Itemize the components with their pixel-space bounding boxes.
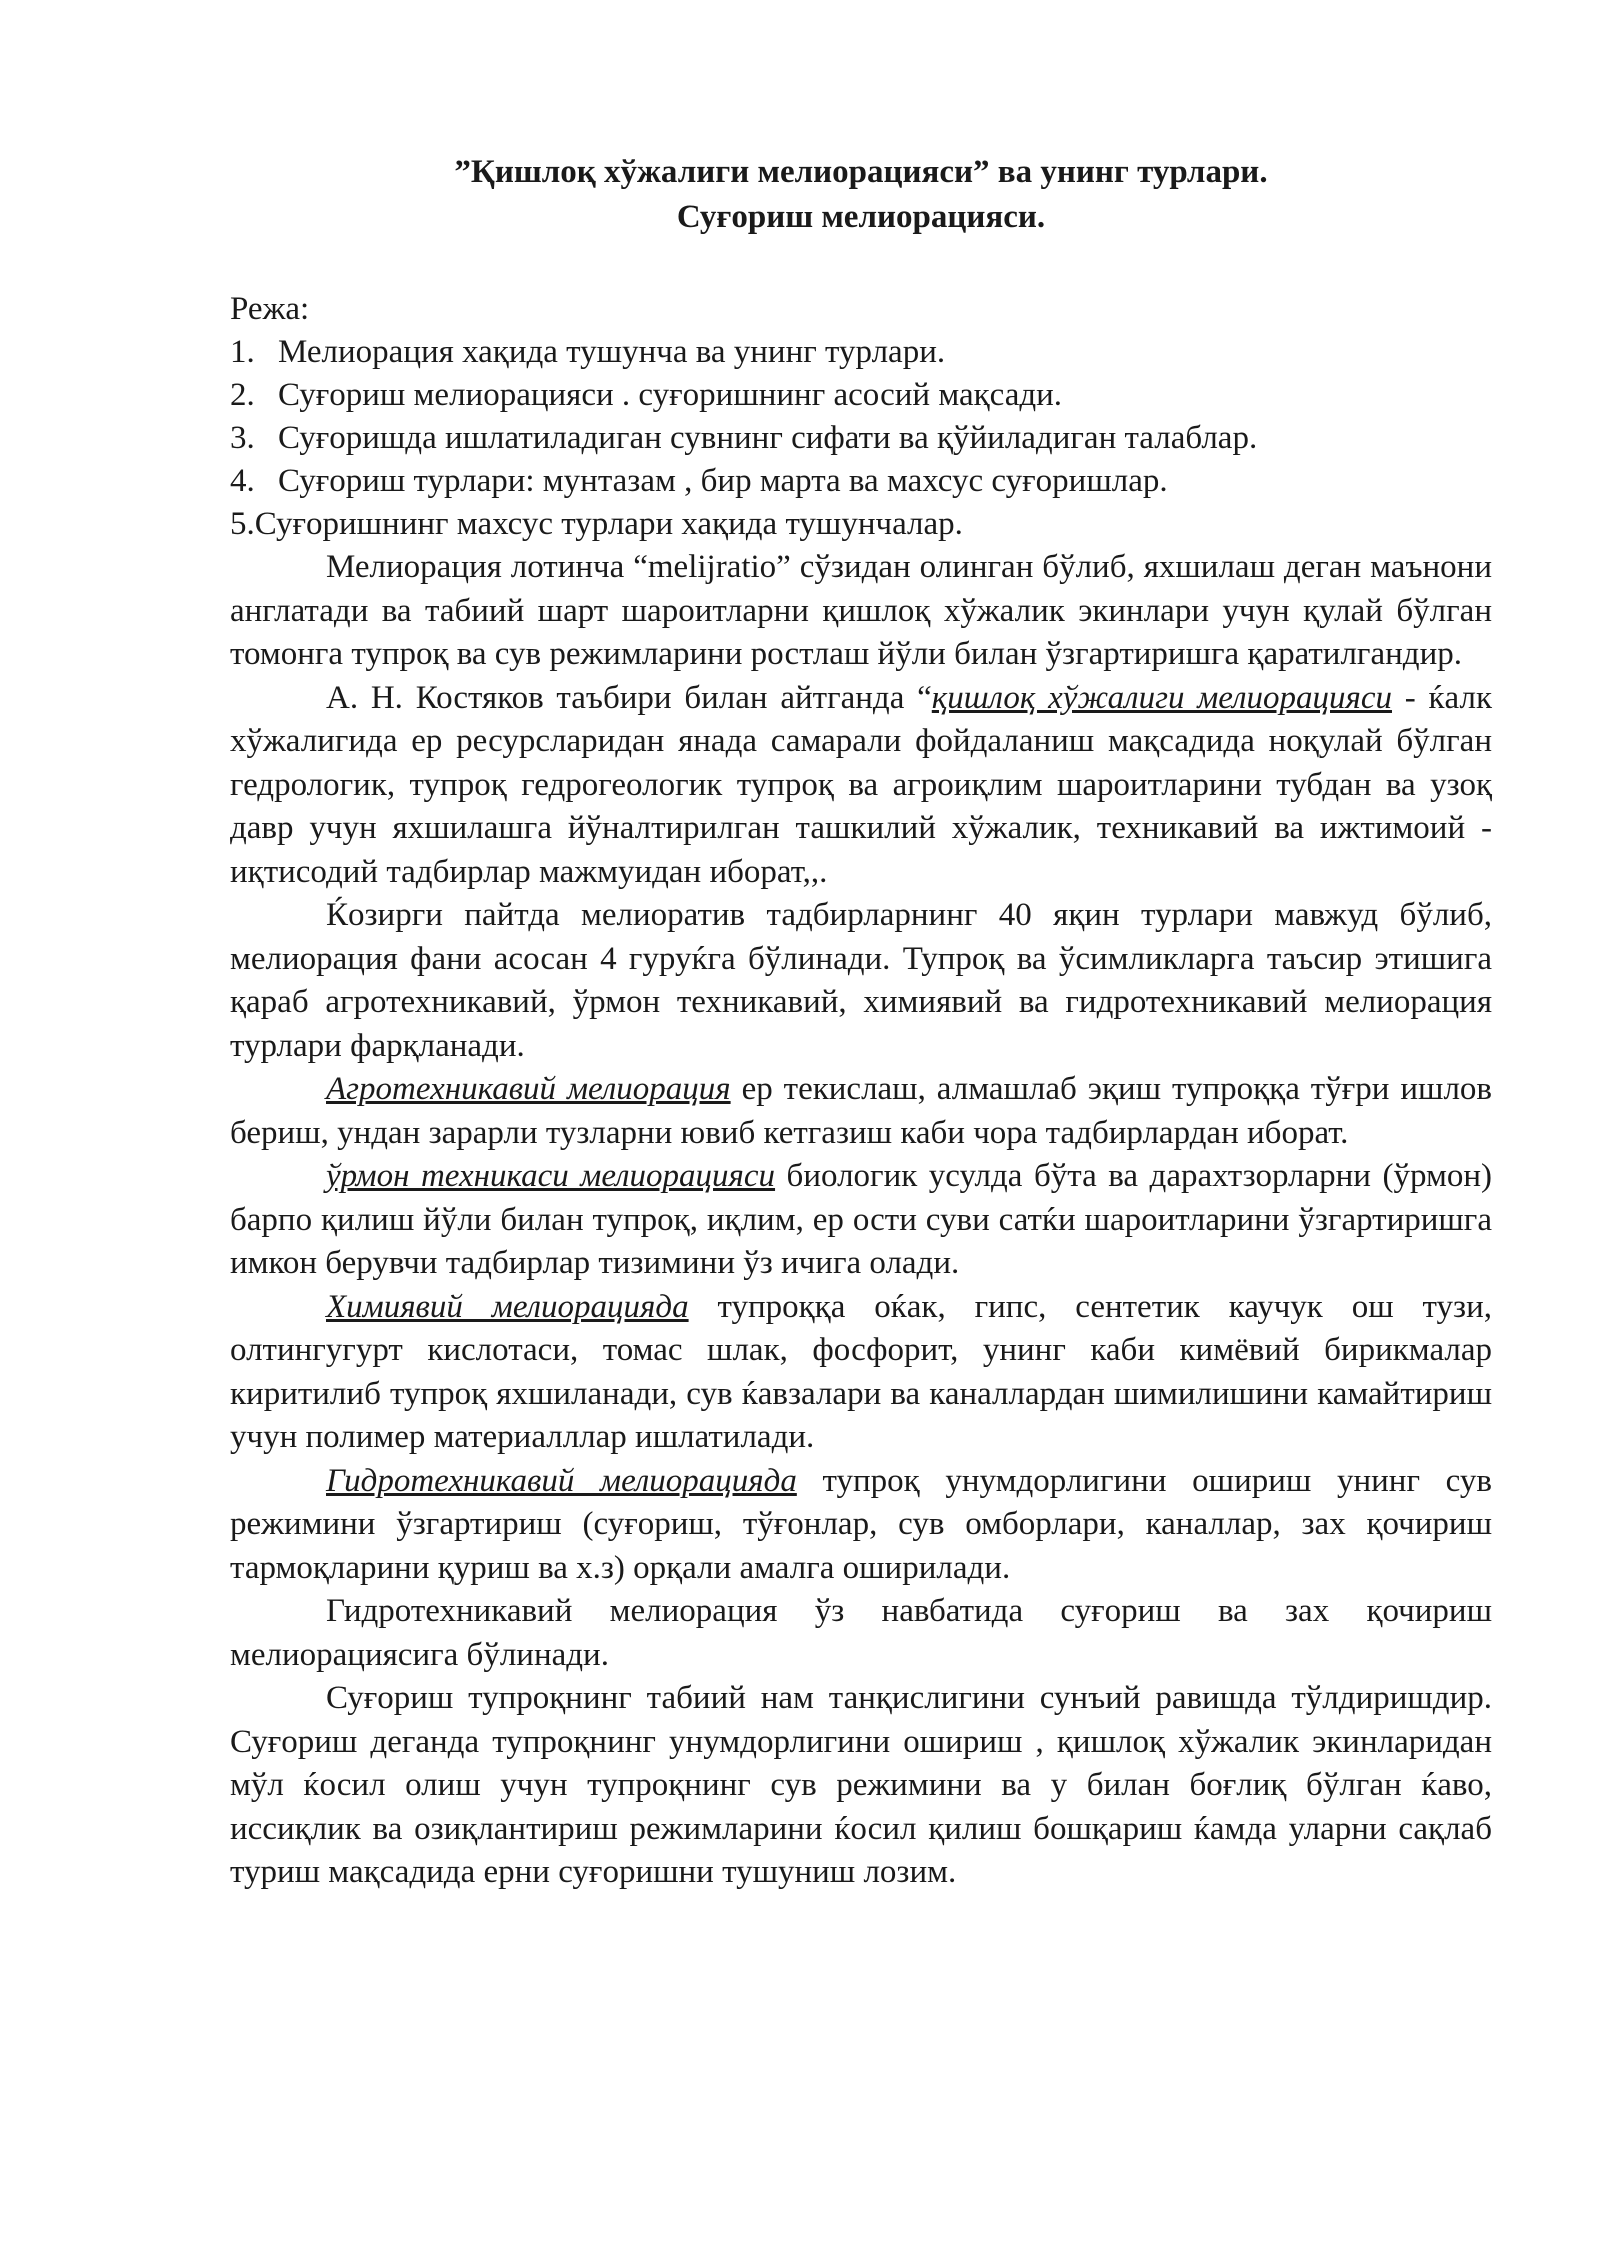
document-page — [230, 150, 1492, 1895]
plan-item-text: Суғоришнинг махсус турлари хақида тушунчалар. — [254, 506, 963, 542]
plan-item-number: 2. — [230, 377, 255, 413]
paragraph-text-post: биологик усулда бўта ва дарахтзорларни (ўрмон) барпо қилиш йўли билан тупроқ, иқлим, ер ости суви сатќи шароитларини ўзгартиришга имкон берувчи тадбирлар тизимини ўз ичига олади. — [230, 1158, 1492, 1281]
term-agricultural-melioration: қишлоқ хўжалиги мелиорацияси — [931, 679, 1392, 716]
paragraph-agrotechnical — [230, 1068, 1492, 1155]
paragraph-chemical-melioration — [230, 1286, 1492, 1460]
paragraph-hydrotechnical-melioration — [230, 1460, 1492, 1591]
paragraph-melioration-groups — [230, 894, 1492, 1068]
plan-heading: Режа: — [230, 291, 310, 327]
term-hydrotechnical-melioration: Гидротехникавий мелиорацияда — [326, 1462, 797, 1499]
plan-item-number: 5. — [230, 506, 255, 542]
term-agrotechnical-melioration: Агротехникавий мелиорация — [326, 1071, 731, 1107]
paragraph-text-post: тупроққа оќак, гипс, сентетик каучук ош тузи, олтингугурт кислотаси, томас шлак, фосфорит, унинг каби кимёвий бирикмалар киритилиб тупроқ яхшиланади, сув ќавзалари ва каналлардан шимилишини камайтириш учун полимер материалллар ишлатилади. — [230, 1288, 1492, 1455]
plan-item — [230, 460, 1492, 503]
paragraph-text: Гидротехникавий мелиорация ўз навбатида суғориш ва зах қочириш мелиорациясига бўлинади. — [230, 1593, 1492, 1673]
paragraph-text: Ќозирги пайтда мелиоратив тадбирларнинг 40 яқин турлари мавжуд бўлиб, мелиорация фани асосан 4 гуруќга бўлинади. Тупроқ ва ўсимликларга таъсир этишига қараб агротехникавий, ўрмон техникавий, химиявий ва гидротехникавий мелиорация турлари фарқланади. — [230, 897, 1492, 1064]
paragraph-forest-melioration — [230, 1155, 1492, 1286]
paragraph-hydrotechnical-division — [230, 1590, 1492, 1677]
title-line-2: Суғориш мелиорацияси. — [676, 199, 1046, 235]
term-forest-melioration: ўрмон техникаси мелиорацияси — [326, 1158, 776, 1194]
paragraph-text: Мелиорация лотинча “melijratio” сўзидан олинган бўлиб, яхшилаш деган маънони англатади ва табиий шарт шароитларни қишлоқ хўжалик экинлари учун қулай бўлган томонга тупроқ ва сув режимларини ростлаш йўли билан ўзгартиришга қаратилгандир. — [230, 549, 1492, 672]
document-title — [230, 150, 1492, 240]
plan-item — [230, 503, 1492, 546]
plan-item — [230, 374, 1492, 417]
plan-item-number: 3. — [230, 420, 255, 456]
plan-section — [230, 288, 1492, 546]
paragraph-text-post: тупроқ унумдорлигини ошириш унинг сув режимини ўзгартириш (суғориш, тўғонлар, сув омборлари, каналлар, зах қочириш тармоқларини қуриш ва х.з) орқали амалга оширилади. — [230, 1462, 1492, 1586]
plan-item-number: 4. — [230, 463, 255, 499]
plan-item-text: Мелиорация хақида тушунча ва унинг турлари. — [278, 334, 946, 370]
paragraph-text: Суғориш тупроқнинг табиий нам танқислигини сунъий равишда тўлдиришдир. Суғориш деганда тупроқнинг унумдорлигини ошириш , қишлоқ хўжалик экинларидан мўл ќосил олиш учун тупроқнинг сув режимини ва у билан боғлиқ бўлган ќаво, иссиқлик ва озиқлантириш режимларини ќосил қилиш бошқариш ќамда уларни сақлаб туриш мақсадида ерни суғоришни тушуниш лозим. — [230, 1680, 1492, 1890]
paragraph-kostyakov-definition — [230, 677, 1492, 895]
plan-item-text: Суғориш турлари: мунтазам , бир марта ва махсус суғоришлар. — [278, 463, 1168, 499]
paragraph-melioration-definition — [230, 546, 1492, 677]
plan-item-text: Суғориш мелиорацияси . суғоришнинг асосий мақсади. — [278, 377, 1063, 413]
paragraph-text-post: - ќалк хўжалигида ер ресурсларидан янада самарали фойдаланиш мақсадида ноқулай бўлган гедрологик, тупроқ гедрогеологик тупроқ ва агроиқлим шароитларини тубдан ва узоқ давр учун яхшилашга йўналтирилган ташкилий хўжалик, техникавий ва ижтимоий - иқтисодий тадбирлар мажмуидан иборат,,. — [230, 679, 1492, 890]
title-line-1: ”Қишлоқ хўжалиги мелиорацияси” ва унинг турлари. — [454, 154, 1268, 190]
plan-item-text: Суғоришда ишлатиладиган сувнинг сифати ва қўйиладиган талаблар. — [278, 420, 1258, 456]
paragraph-irrigation-definition — [230, 1677, 1492, 1895]
plan-item-number: 1. — [230, 334, 255, 370]
term-chemical-melioration: Химиявий мелиорацияда — [326, 1288, 689, 1325]
paragraph-text-pre: А. Н. Костяков таъбири билан айтганда “ — [326, 679, 932, 716]
plan-item — [230, 417, 1492, 460]
plan-item — [230, 331, 1492, 374]
paragraph-text-post: ер текислаш, алмашлаб эқиш тупроққа тўғри ишлов бериш, ундан зарарли тузларни ювиб кетгазиш каби чора тадбирлардан иборат. — [230, 1071, 1492, 1151]
